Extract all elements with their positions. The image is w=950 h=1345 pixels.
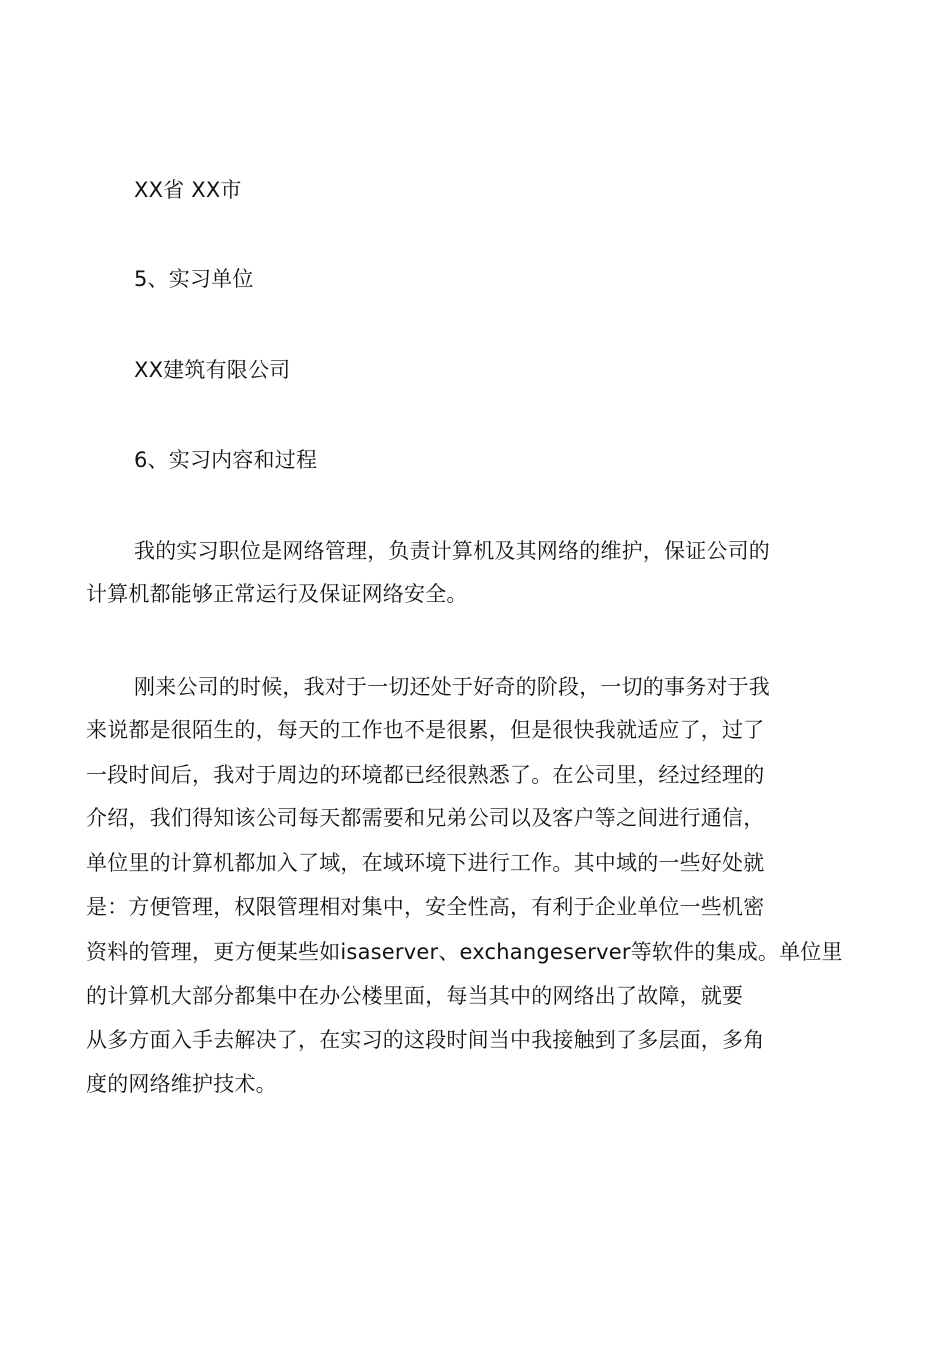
paragraph-2-line-5: 单位里的计算机都加入了域，在域环境下进行工作。其中域的一些好处就: [86, 851, 765, 875]
paragraph-2-line-6: 是：方便管理，权限管理相对集中，安全性高，有利于企业单位一些机密: [86, 895, 765, 919]
paragraph-1-line-2: 计算机都能够正常运行及保证网络安全。: [86, 582, 468, 606]
paragraph-2-line-3: 一段时间后，我对于周边的环境都已经很熟悉了。在公司里，经过经理的: [86, 763, 765, 787]
paragraph-2-line-10: 度的网络维护技术。: [86, 1072, 277, 1096]
location-line: XX省 XX市: [134, 178, 242, 202]
paragraph-2-line-1: 刚来公司的时候，我对于一切还处于好奇的阶段，一切的事务对于我: [134, 675, 770, 699]
section-5-heading: 5、实习单位: [134, 267, 254, 291]
paragraph-2-line-2: 来说都是很陌生的，每天的工作也不是很累，但是很快我就适应了，过了: [86, 718, 765, 742]
paragraph-2-line-9: 从多方面入手去解决了，在实习的这段时间当中我接触到了多层面，多角: [86, 1028, 765, 1052]
paragraph-1-line-1: 我的实习职位是网络管理，负责计算机及其网络的维护，保证公司的: [134, 539, 770, 563]
company-name-line: XX建筑有限公司: [134, 358, 291, 382]
paragraph-2-line-8: 的计算机大部分都集中在办公楼里面，每当其中的网络出了故障，就要: [86, 984, 744, 1008]
section-6-heading: 6、实习内容和过程: [134, 448, 318, 472]
paragraph-2-line-4: 介绍，我们得知该公司每天都需要和兄弟公司以及客户等之间进行通信，: [86, 806, 765, 830]
paragraph-2-line-7: 资料的管理，更方便某些如isaserver、exchangeserver等软件的集成。单位里: [86, 940, 843, 964]
